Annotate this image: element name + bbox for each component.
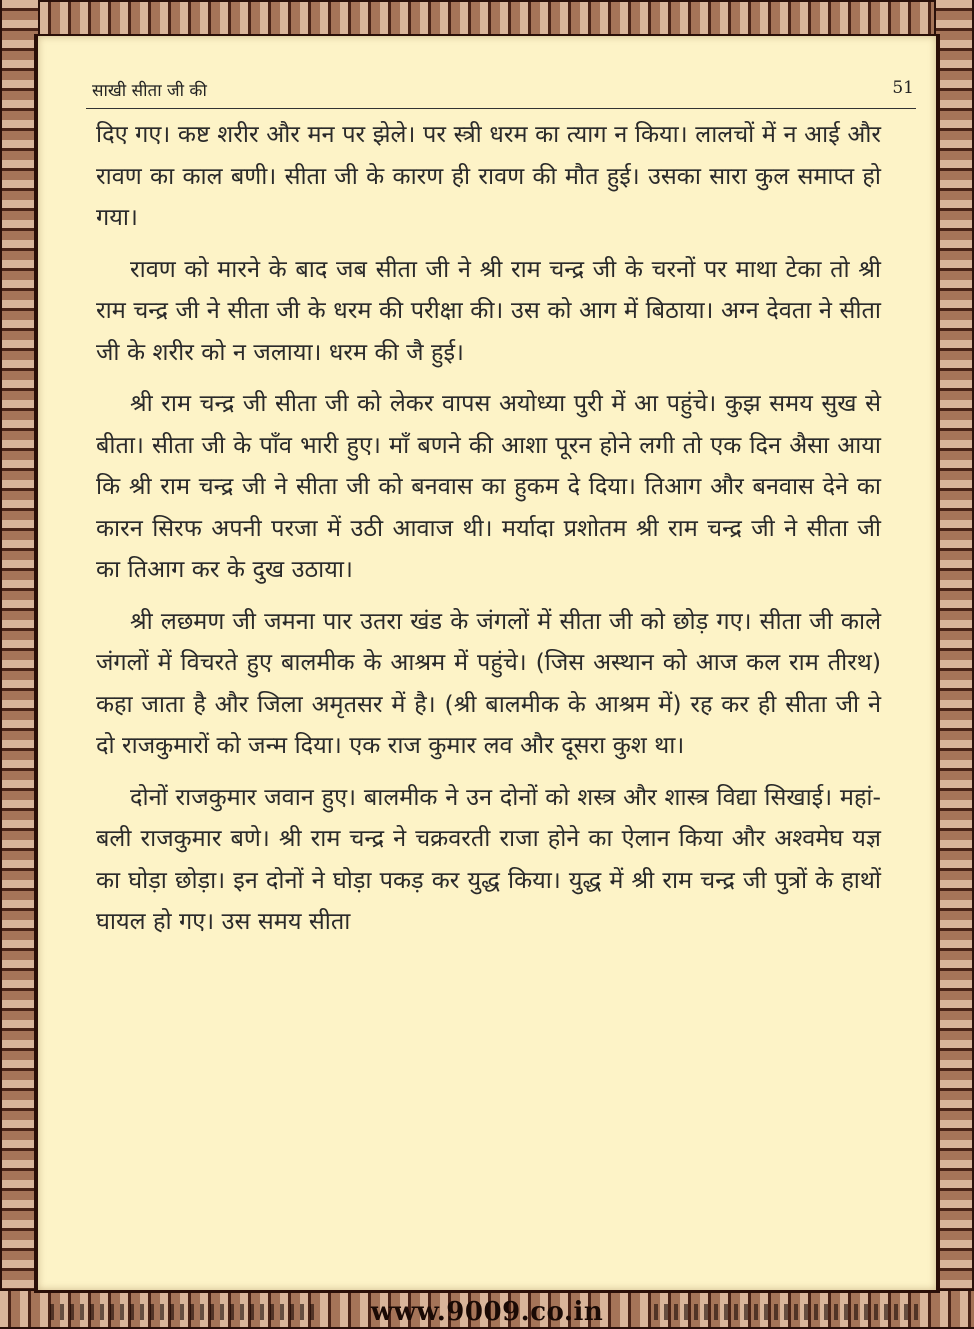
page-body — [96, 114, 881, 953]
book-page — [38, 36, 936, 1290]
paragraph: दिए गए। कष्ट शरीर और मन पर झेले। पर स्त्री धरम का त्याग न किया। लालचों में न आई और रावण का काल बणी। सीता जी के कारण ही रावण की मौत हुई। उसका सारा कुल समाप्त हो गया। — [96, 120, 881, 231]
paragraph: श्री राम चन्द्र जी सीता जी को लेकर वापस अयोध्या पुरी में आ पहुंचे। कुझ समय सुख से बीता। सीता जी के पाँव भारी हुए। माँ बणने की आशा पूरन होने लगी तो एक दिन अैसा आया कि श्री राम चन्द्र जी ने सीता जी को बनवास का हुकम दे दिया। तिआग और बनवास देने का कारन सिरफ अपनी परजा में उठी आवाज थी। मर्यादा प्रशोतम श्री राम चन्द्र जी ने सीता जी का तिआग कर के दुख उठाया। — [96, 389, 881, 583]
paragraph: श्री लछमण जी जमना पार उतरा खंड के जंगलों में सीता जी को छोड़ गए। सीता जी काले जंगलों में विचरते हुए बालमीक के आश्रम में पहुंचे। (जिस अस्थान को आज कल राम तीरथ) कहा जाता है और जिला अमृतसर में है। (श्री बालमीक के आश्रम में) रह कर ही सीता जी ने दो राजकुमारों को जन्म दिया। एक राज कुमार लव और दूसरा कुश था। — [96, 606, 882, 759]
paragraph: रावण को मारने के बाद जब सीता जी ने श्री राम चन्द्र जी के चरनों पर माथा टेका तो श्री राम चन्द्र जी ने सीता जी के धरम की परीक्षा की। उस को आग में बिठाया। अग्न देवता ने सीता जी के शरीर को न जलाया। धरम की जै हुई। — [96, 254, 881, 366]
running-title: साखी सीता जी की — [92, 81, 207, 101]
page-header — [86, 76, 916, 109]
website-url[interactable]: www.9009.co.in — [370, 1297, 604, 1327]
paragraph: दोनों राजकुमार जवान हुए। बालमीक ने उन दोनों को शस्त्र और शास्त्र विद्या सिखाई। महां-बली राजकुमार बणे। श्री राम चन्द्र ने चक्रवरती राजा होने का ऐलान किया और अश्वमेघ यज्ञ का घोड़ा छोड़ा। इन दोनों ने घोड़ा पकड़ कर युद्ध किया। युद्ध में श्री राम चन्द्र जी पुत्रों के हाथों घायल हो गए। उस समय सीता — [96, 782, 881, 935]
frame-border-right — [934, 0, 974, 1329]
page-number: 51 — [892, 78, 914, 98]
